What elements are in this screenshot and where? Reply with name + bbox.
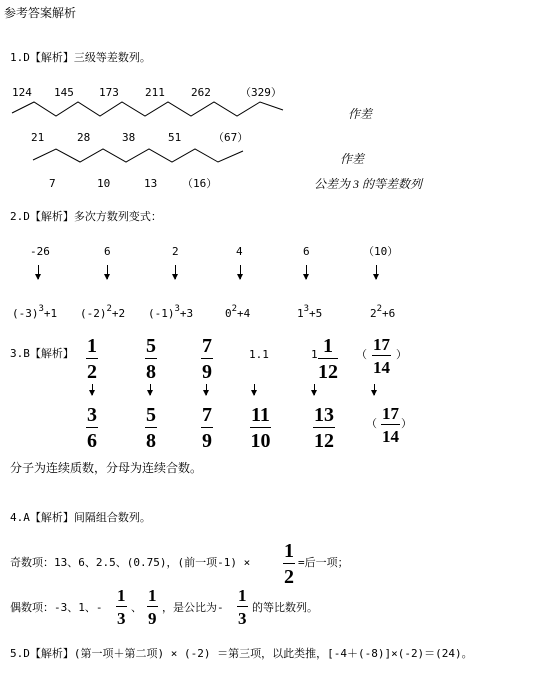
q1-note-diff-2: 作差 <box>340 152 365 166</box>
q3-bottom-paren-close: ） <box>401 417 412 430</box>
q1-row3-2: 13 <box>144 177 158 190</box>
down-arrow-icon <box>374 384 375 395</box>
q4-odd-suffix: =后一项； <box>298 556 349 569</box>
q2-expr-5: $2^2+6$ <box>370 304 396 320</box>
q1-row3-0: 7 <box>49 177 56 190</box>
down-arrow-icon <box>150 384 151 395</box>
down-arrow-icon <box>254 384 255 395</box>
q1-row2-2: 38 <box>122 131 136 144</box>
q1-label: 1.D【解析】三级等差数列。 <box>10 51 151 64</box>
q3-top-frac-0: 1 2 <box>87 335 97 383</box>
q1-row3-3: （16） <box>182 177 218 190</box>
down-arrow-icon <box>240 265 241 279</box>
q4-even-frac-2: 1 9 <box>148 586 157 628</box>
q3-bottom-frac-3: 11 10 <box>250 404 271 452</box>
q3-bottom-frac-2: 7 9 <box>202 404 212 452</box>
q3-bottom-frac-0: 3 6 <box>87 404 97 452</box>
q4-label: 4.A【解析】间隔组合数列。 <box>10 511 151 524</box>
q3-top-paren-open: （ <box>356 348 367 361</box>
q2-expr-1: $(-2)^2+2$ <box>80 304 126 320</box>
q3-note: 分子为连续质数，分母为连续合数。 <box>10 461 203 475</box>
q4-odd-frac: 1 2 <box>284 540 294 588</box>
q1-row1-2: 173 <box>99 86 119 99</box>
down-arrow-icon <box>175 265 176 279</box>
down-arrow-icon <box>38 265 39 279</box>
q1-row1-4: 262 <box>191 86 211 99</box>
q3-top-frac-2: 7 9 <box>202 335 212 383</box>
q4-even-frac-3: 1 3 <box>238 586 247 628</box>
q4-even-mid: ，是公比为- <box>162 601 224 614</box>
q2-top-4: 6 <box>303 245 310 258</box>
q3-bottom-frac-5: 17 14 <box>382 404 399 446</box>
q4-even-sep: 、 <box>131 601 142 614</box>
q2-top-5: （10） <box>363 245 399 258</box>
down-arrow-icon <box>376 265 377 279</box>
q3-top-frac-4: 1 12 <box>318 335 338 383</box>
q1-note-arith: 公差为 3 的等差数列 <box>314 177 423 191</box>
q2-expr-0: $(-3)^3+1$ <box>12 304 58 320</box>
q2-label: 2.D【解析】多次方数列变式： <box>10 210 162 223</box>
q1-note-diff-1: 作差 <box>348 107 373 121</box>
q4-even-frac-1: 1 3 <box>117 586 126 628</box>
q4-odd-prefix: 奇数项：13、6、2.5、(0.75)，(前一项-1) × <box>10 556 251 569</box>
down-arrow-icon <box>206 384 207 395</box>
q3-bottom-paren-open: （ <box>366 417 377 430</box>
q3-top-paren-close: ） <box>396 348 407 361</box>
down-arrow-icon <box>314 384 315 395</box>
q3-top-plain: 1.1 <box>249 348 269 361</box>
q3-bottom-frac-4: 13 12 <box>314 404 334 452</box>
q1-row2-4: （67） <box>213 131 249 144</box>
q5-label: 5.D【解析】(第一项＋第二项) × (-2) ＝第三项，以此类推，[-4＋(-8)]×(-2)＝(24)。 <box>10 647 473 660</box>
q1-row1-0: 124 <box>12 86 32 99</box>
q2-expr-3: $0^2+4$ <box>225 304 251 320</box>
down-arrow-icon <box>306 265 307 279</box>
q1-row1-3: 211 <box>145 86 165 99</box>
q3-top-frac-5: 17 14 <box>373 335 390 377</box>
q4-even-suffix: 的等比数列。 <box>252 601 318 614</box>
q1-row2-1: 28 <box>77 131 91 144</box>
q2-top-3: 4 <box>236 245 243 258</box>
q4-even-prefix: 偶数项：-3、1、- <box>10 601 103 614</box>
q3-bottom-frac-1: 5 8 <box>146 404 156 452</box>
down-arrow-icon <box>92 384 93 395</box>
q2-top-0: -26 <box>30 245 50 258</box>
q3-label: 3.B【解析】 <box>10 347 74 360</box>
q1-row3-1: 10 <box>97 177 111 190</box>
q1-row2-0: 21 <box>31 131 45 144</box>
down-arrow-icon <box>107 265 108 279</box>
q1-row2-3: 51 <box>168 131 182 144</box>
page-title: 参考答案解析 <box>4 6 77 20</box>
q2-expr-4: $1^3+5$ <box>297 304 323 320</box>
q1-row1-5: （329） <box>240 86 282 99</box>
q1-row1-1: 145 <box>54 86 74 99</box>
q3-top-whole: 1 <box>311 348 318 361</box>
q2-top-2: 2 <box>172 245 179 258</box>
q3-top-frac-1: 5 8 <box>146 335 156 383</box>
q2-expr-2: $(-1)^3+3$ <box>148 304 194 320</box>
q2-top-1: 6 <box>104 245 111 258</box>
